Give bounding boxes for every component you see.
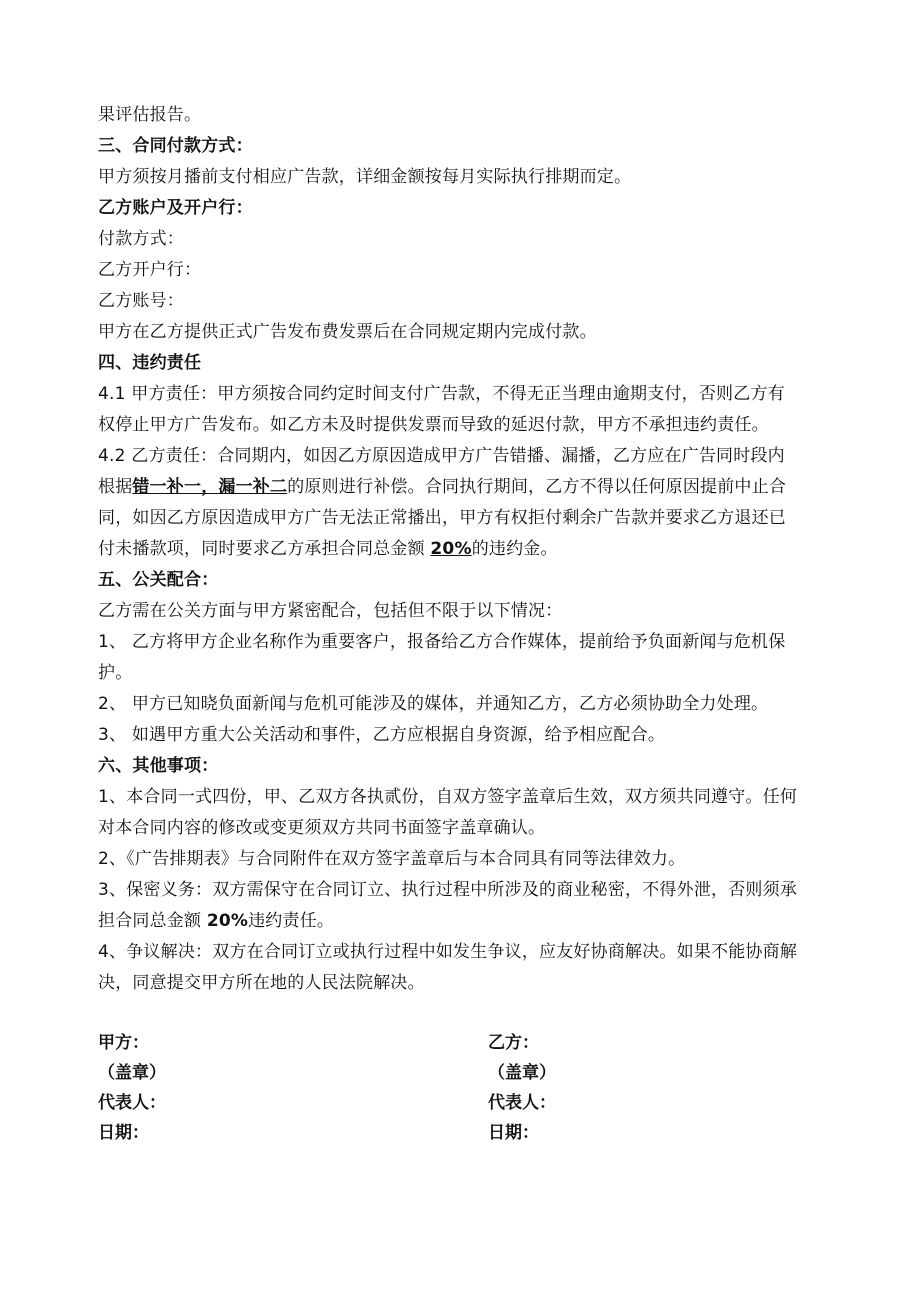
signature-rep-row [98, 1088, 858, 1118]
party-a-label: 甲方： [98, 1033, 149, 1053]
text-line [98, 968, 858, 999]
text-segment: 1、本合同一式四份，甲、乙双方各执贰份，自双方签字盖章后生效，双方须共同遵守。任何 [98, 787, 798, 807]
text-line [98, 813, 858, 844]
text-segment: 4.1 甲方责任：甲方须按合同约定时间支付广告款，不得无正当理由逾期支付，否则乙方有 [98, 384, 785, 404]
text-segment: 乙方账号： [98, 291, 184, 311]
text-line [98, 906, 858, 937]
text-segment: 对本合同内容的修改或变更须双方共同书面签字盖章确认。 [98, 818, 546, 838]
text-line [98, 224, 858, 255]
section-heading [98, 131, 858, 162]
text-segment: 的违约金。 [471, 539, 558, 559]
text-line [98, 410, 858, 441]
text-segment: 五、公关配合： [98, 570, 219, 590]
signature-date-row [98, 1118, 858, 1148]
text-segment: 权停止甲方广告发布。如乙方未及时提供发票而导致的延迟付款，甲方不承担违约责任。 [98, 415, 769, 435]
contract-page [98, 100, 858, 1148]
party-b-date: 日期： [488, 1123, 539, 1143]
text-line [98, 379, 858, 410]
text-segment: 乙方开户行： [98, 260, 202, 280]
text-segment: 决，同意提交甲方所在地的人民法院解决。 [98, 973, 425, 993]
text-line [98, 100, 858, 131]
text-line [98, 937, 858, 968]
text-line [98, 317, 858, 348]
text-line [98, 534, 858, 565]
text-segment: 三、合同付款方式： [98, 136, 253, 156]
text-segment: 甲方须按月播前支付相应广告款，详细金额按每月实际执行排期而定。 [98, 167, 632, 187]
text-line [98, 627, 858, 658]
text-segment: 付款方式： [98, 229, 184, 249]
text-segment: 根据 [98, 477, 133, 497]
text-segment: 违约责任。 [248, 911, 335, 931]
text-segment: 2、《广告排期表》与合同附件在双方签字盖章后与本合同具有同等法律效力。 [98, 849, 686, 869]
text-line [98, 255, 858, 286]
text-line [98, 503, 858, 534]
text-segment: 3、 如遇甲方重大公关活动和事件，乙方应根据自身资源，给予相应配合。 [98, 725, 666, 745]
text-segment: 3、保密义务：双方需保守在合同订立、执行过程中所涉及的商业秘密，不得外泄，否则须承 [98, 880, 798, 900]
underlined-emphasis: 错一补一，漏一补二 [132, 477, 288, 497]
party-a-date: 日期： [98, 1123, 149, 1143]
bold-emphasis: 20% [206, 911, 249, 931]
signature-seal-row [98, 1058, 858, 1088]
signature-party-row [98, 1028, 858, 1058]
text-line [98, 689, 858, 720]
section-heading [98, 565, 858, 596]
text-segment: 四、违约责任 [98, 353, 202, 373]
text-segment: 担合同总金额 [98, 911, 207, 931]
text-line [98, 658, 858, 689]
text-segment: 的原则进行补偿。合同执行期间，乙方不得以任何原因提前中止合 [287, 477, 787, 497]
party-b-seal: （盖章） [488, 1063, 556, 1083]
text-line [98, 875, 858, 906]
text-line [98, 441, 858, 472]
text-segment: 果评估报告。 [98, 105, 202, 125]
text-segment: 六、其他事项： [98, 756, 219, 776]
text-segment: 同，如因乙方原因造成甲方广告无法正常播出，甲方有权拒付剩余广告款并要求乙方退还已 [98, 508, 786, 528]
party-a-seal: （盖章） [98, 1063, 166, 1083]
text-segment: 乙方需在公关方面与甲方紧密配合，包括但不限于以下情况： [98, 601, 563, 621]
text-line [98, 782, 858, 813]
text-segment: 1、 乙方将甲方企业名称作为重要客户，报备给乙方合作媒体，提前给予负面新闻与危机保 [98, 632, 786, 652]
text-line [98, 472, 858, 503]
text-segment: 4、争议解决：双方在合同订立或执行过程中如发生争议，应友好协商解决。如果不能协商解 [98, 942, 798, 962]
text-line [98, 286, 858, 317]
text-line [98, 162, 858, 193]
text-segment: 甲方在乙方提供正式广告发布费发票后在合同规定期内完成付款。 [98, 322, 597, 342]
text-segment: 付未播款项，同时要求乙方承担合同总金额 [98, 539, 431, 559]
text-line [98, 596, 858, 627]
party-b-label: 乙方： [488, 1033, 539, 1053]
section-heading [98, 348, 858, 379]
section-heading [98, 751, 858, 782]
party-b-representative: 代表人： [488, 1093, 556, 1113]
underlined-emphasis: 20% [430, 539, 472, 559]
text-segment: 护。 [98, 663, 133, 683]
text-segment: 2、 甲方已知晓负面新闻与危机可能涉及的媒体，并通知乙方，乙方必须协助全力处理。 [98, 694, 769, 714]
text-segment: 乙方账户及开户行： [98, 198, 253, 218]
party-a-representative: 代表人： [98, 1093, 166, 1113]
section-spacer [98, 999, 858, 1028]
contract-body [98, 100, 858, 999]
text-line [98, 720, 858, 751]
section-heading [98, 193, 858, 224]
text-line [98, 844, 858, 875]
text-segment: 4.2 乙方责任：合同期内，如因乙方原因造成甲方广告错播、漏播，乙方应在广告同时段内 [98, 446, 785, 466]
signature-block [98, 1028, 858, 1148]
